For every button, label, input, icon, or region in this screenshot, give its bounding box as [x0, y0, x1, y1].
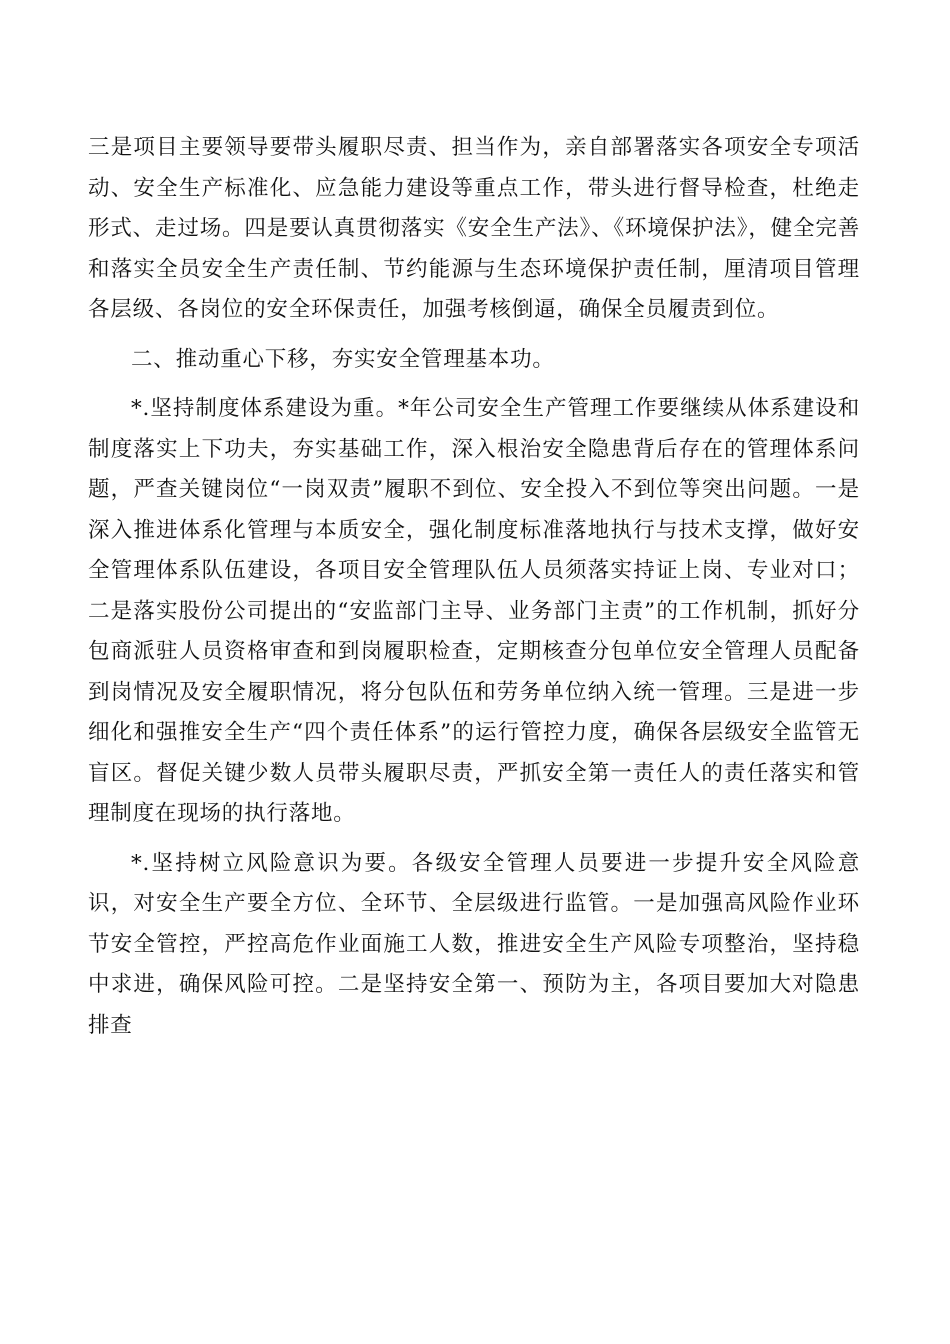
- paragraph-system-building: *.坚持制度体系建设为重。*年公司安全生产管理工作要继续从体系建设和制度落实上下功夫，夯实基础工作，深入根治安全隐患背后存在的管理体系问题，严查关键岗位“一岗双责”履职不到位、安全投入不到位等突出问题。一是深入推进体系化管理与本质安全，强化制度标准落地执行与技术支撑，做好安全管理体系队伍建设，各项目安全管理队伍人员须落实持证上岗、专业对口；二是落实股份公司提出的“安监部门主导、业务部门主责”的工作机制，抓好分包商派驻人员资格审查和到岗履职检查，定期核查分包单位安全管理人员配备到岗情况及安全履职情况，将分包队伍和劳务单位纳入统一管理。三是进一步细化和强推安全生产“四个责任体系”的运行管控力度，确保各层级安全监管无盲区。督促关键少数人员带头履职尽责，严抓安全第一责任人的责任落实和管理制度在现场的执行落地。: [88, 396, 860, 826]
- section-heading-two: 二、推动重心下移，夯实安全管理基本功。: [131, 346, 555, 372]
- paragraph-risk-awareness: *.坚持树立风险意识为要。各级安全管理人员要进一步提升安全风险意识，对安全生产要全方位、全环节、全层级进行监管。一是加强高风险作业环节安全管控，严控高危作业面施工人数，推进安全生产风险专项整治，坚持稳中求进，确保风险可控。二是坚持安全第一、预防为主，各项目要加大对隐患排查: [88, 850, 860, 1038]
- paragraph-responsibility: 三是项目主要领导要带头履职尽责、担当作为，亲自部署落实各项安全专项活动、安全生产标准化、应急能力建设等重点工作，带头进行督导检查，杜绝走形式、走过场。四是要认真贯彻落实《安全生产法》、《环境保护法》，健全完善和落实全员安全生产责任制、节约能源与生态环境保护责任制，厘清项目管理各层级、各岗位的安全环保责任，加强考核倒逼，确保全员履责到位。: [88, 135, 860, 322]
- document-page: [88, 128, 860, 1046]
